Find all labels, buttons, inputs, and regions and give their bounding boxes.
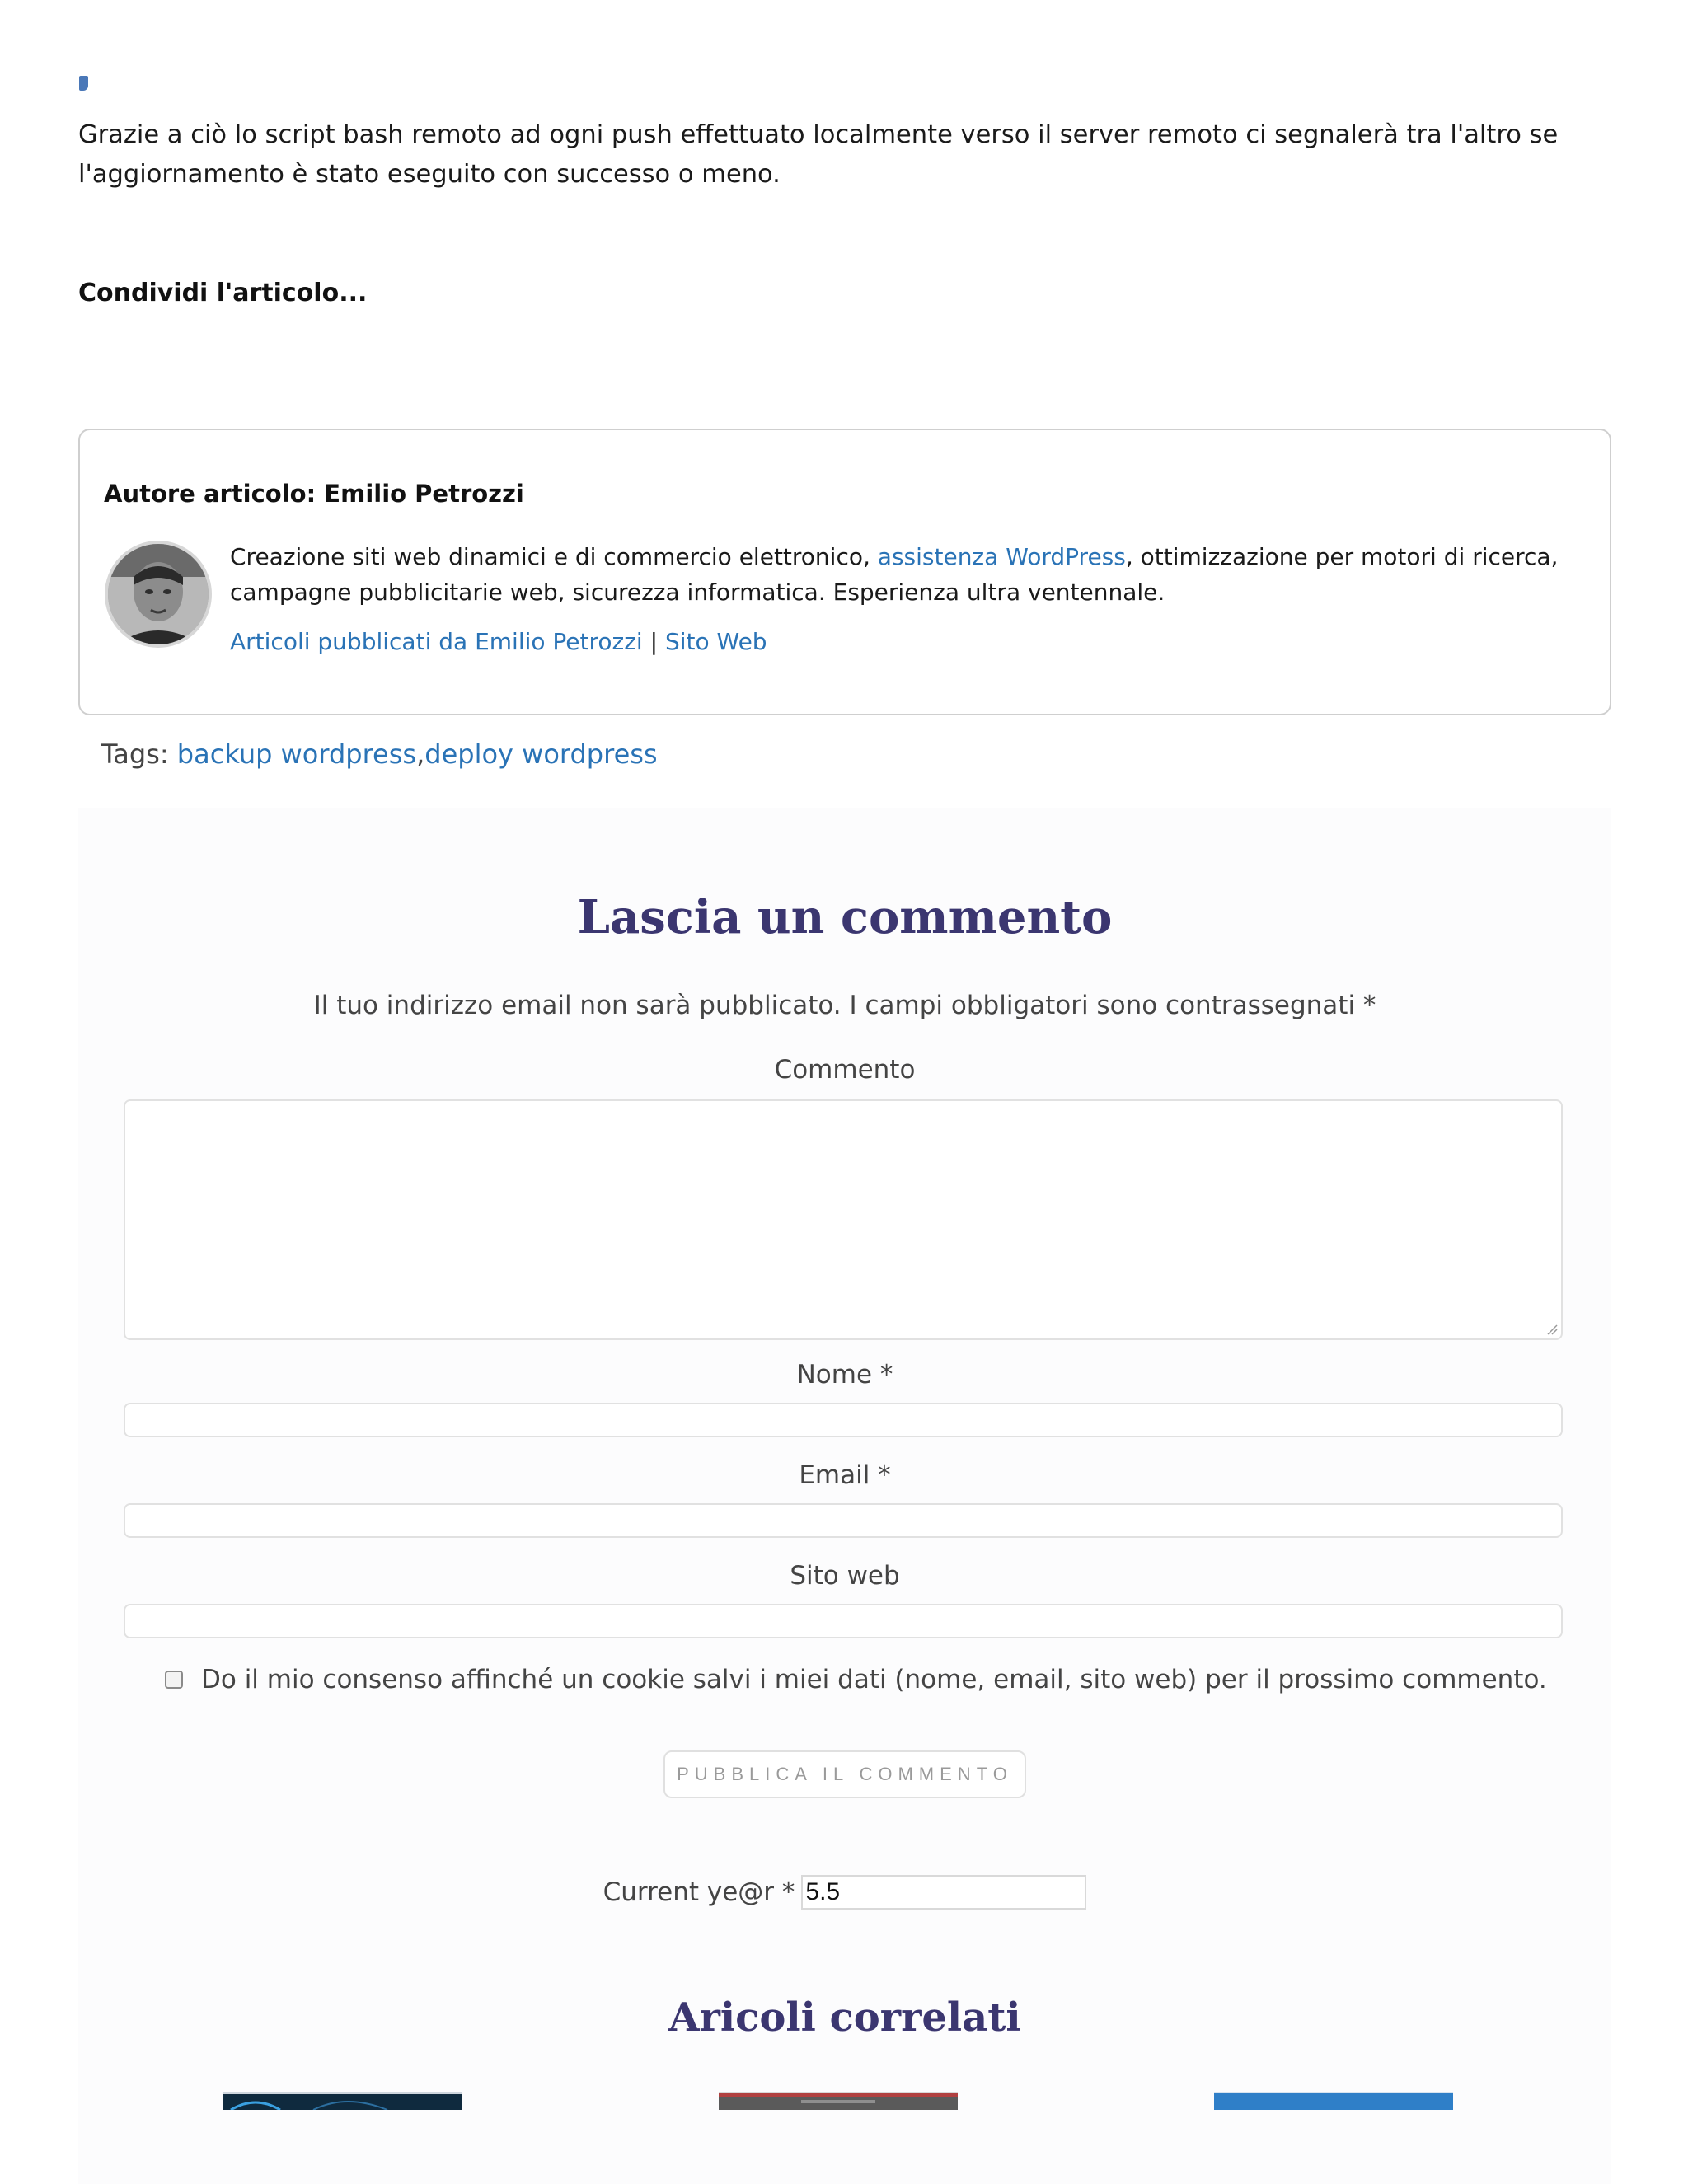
captcha-input[interactable]: 5.5 [801, 1875, 1086, 1910]
website-label: Sito web [790, 1561, 900, 1591]
website-input[interactable] [124, 1604, 1563, 1638]
article-intro-text: Grazie a ciò lo script bash remoto ad ogni push effettuato localmente verso il server remoto ci segnalerà tra l'altro se l'aggiornamento è stato eseguito con successo o meno. [78, 120, 1559, 189]
thumbnail-image [223, 2092, 462, 2110]
tag-link[interactable]: backup wordpress [176, 738, 417, 770]
name-input[interactable] [124, 1403, 1563, 1437]
resize-handle-icon[interactable] [1546, 1324, 1558, 1335]
email-input[interactable] [124, 1503, 1563, 1538]
related-article-thumbnail[interactable] [1214, 2092, 1453, 2110]
name-label: Nome * [796, 1360, 893, 1390]
link-separator: | [649, 628, 659, 655]
author-bio-text-end: , ottimizzazione per motori di ricerca, campagne pubblicitarie web, sicurezza informatica. Esperienza ultra ventennale. [230, 543, 1559, 606]
thumbnail-image [1214, 2092, 1453, 2110]
author-website-link[interactable]: Sito Web [664, 628, 767, 655]
submit-comment-button[interactable]: PUBBLICA IL COMMENTO [663, 1750, 1026, 1798]
author-bio [230, 539, 1582, 610]
related-article-thumbnail[interactable] [223, 2092, 462, 2110]
author-bio-text: Creazione siti web dinamici e di commercio elettronico, [230, 543, 878, 570]
person-icon [108, 544, 209, 644]
author-box [78, 429, 1611, 715]
author-avatar [105, 541, 212, 648]
cookie-consent-checkbox[interactable] [165, 1671, 183, 1689]
tags-row [101, 738, 658, 770]
accent-mark [79, 76, 88, 91]
thumbnail-image [719, 2092, 958, 2110]
comment-textarea[interactable] [124, 1099, 1563, 1340]
author-links [230, 628, 767, 655]
tag-separator: , [416, 738, 425, 770]
author-posts-link[interactable]: Articoli pubblicati da Emilio Petrozzi [230, 628, 643, 655]
captcha-label: Current ye@r * [603, 1877, 795, 1907]
comment-form-note: Il tuo indirizzo email non sarà pubblicato. I campi obbligatori sono contrassegnati * [313, 991, 1376, 1020]
tag-link[interactable]: deploy wordpress [424, 738, 658, 770]
related-articles-title: Aricoli correlati [668, 1994, 1021, 2041]
comment-label: Commento [774, 1055, 916, 1085]
cookie-consent-row [165, 1665, 1547, 1694]
share-article-title: Condividi l'articolo... [78, 279, 368, 307]
captcha-row [78, 1875, 1611, 1910]
tags-label: Tags: [101, 738, 169, 770]
cookie-consent-text: Do il mio consenso affinché un cookie salvi i miei dati (nome, email, sito web) per il prossimo commento. [201, 1665, 1547, 1694]
comment-form-title: Lascia un commento [577, 890, 1113, 944]
related-article-thumbnail[interactable] [719, 2092, 958, 2110]
wordpress-assistance-link[interactable]: assistenza WordPress [877, 543, 1126, 570]
comment-form-section [78, 808, 1611, 2184]
email-label: Email * [799, 1460, 891, 1490]
author-title: Autore articolo: Emilio Petrozzi [104, 480, 524, 508]
